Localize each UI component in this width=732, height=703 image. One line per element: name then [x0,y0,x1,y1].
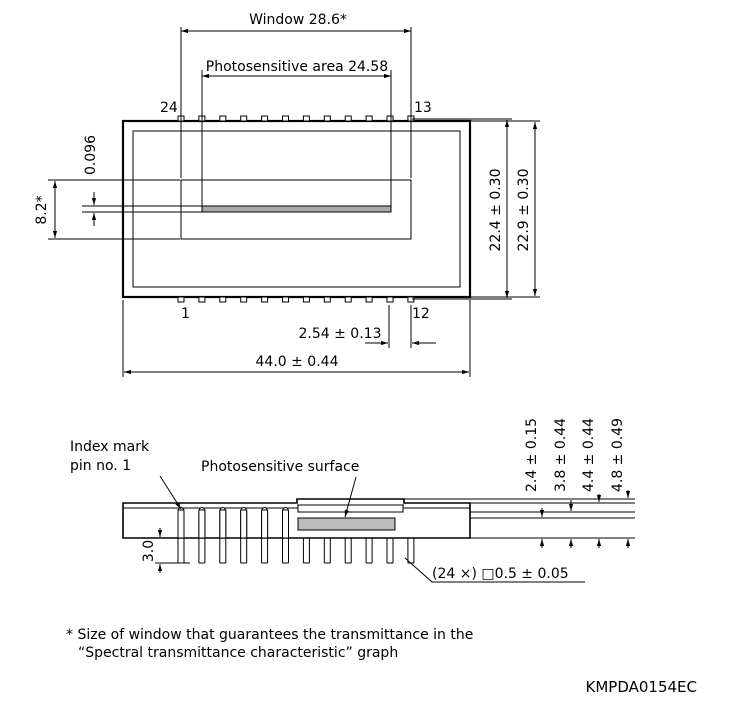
bottom-pin [262,297,268,302]
side-pin-inner [220,510,226,538]
dim-44-0-label: 44.0 ± 0.44 [255,354,339,370]
side-view [70,418,635,582]
top-pin [283,116,289,121]
bottom-pin [283,297,289,302]
pin-24-label: 24 [160,100,178,116]
dim-22-4-label: 22.4 ± 0.30 [488,168,504,252]
top-view [34,12,540,377]
top-pin [345,116,351,121]
sensor-chip [298,518,395,530]
index-mark-pin-label: pin no. 1 [70,458,132,474]
side-pin [366,538,372,563]
index-mark-label: Index mark [70,439,150,455]
photosensitive-surface-label: Photosensitive surface [201,459,360,475]
bottom-pin [303,297,309,302]
top-pin [366,116,372,121]
side-body [123,499,470,538]
pin-1-label: 1 [181,306,190,322]
side-pin-inner [199,510,205,538]
dim-22-9-label: 22.9 ± 0.30 [516,168,532,252]
pin-size-label: (24 ×) □0.5 ± 0.05 [432,566,569,582]
bottom-pin [178,297,184,302]
dim-4-8-label: 4.8 ± 0.49 [610,417,626,493]
window-glass [298,505,403,512]
bottom-pin [387,297,393,302]
footnote-line-2: “Spectral transmittance characteristic” graph [78,645,399,661]
dim-3-0-label: 3.0 [141,539,157,563]
dim-0-096-label: 0.096 [83,134,99,176]
side-pin [303,538,309,563]
side-pin-inner [262,510,268,538]
dim-8-2-label: 8.2* [34,195,50,225]
bottom-pin [345,297,351,302]
side-pin [387,538,393,563]
photosensitive-area-label: Photosensitive area 24.58 [205,59,389,75]
top-pin [241,116,247,121]
pin-12-label: 12 [412,306,430,322]
top-pin [262,116,268,121]
dim-2-54-label: 2.54 ± 0.13 [298,326,382,342]
window-label: Window 28.6* [249,12,347,28]
dim-3-8-label: 3.8 ± 0.44 [553,417,569,493]
photosensitive-strip [202,206,391,212]
top-pin [324,116,330,121]
bottom-pin [199,297,205,302]
dim-4-4-label: 4.4 ± 0.44 [581,417,597,493]
document-code: KMPDA0154EC [585,678,697,696]
top-pin [220,116,226,121]
top-pin [303,116,309,121]
footnote-line-1: * Size of window that guarantees the transmittance in the [66,627,474,643]
top-pin [387,116,393,121]
bottom-pin [324,297,330,302]
side-pin [408,538,414,563]
side-pin-inner [283,510,289,538]
pin-13-label: 13 [414,100,432,116]
side-pin [324,538,330,563]
bottom-pin [241,297,247,302]
side-pin-inner [241,510,247,538]
bottom-pin [366,297,372,302]
bottom-pin [220,297,226,302]
side-pin [345,538,351,563]
side-pin-inner [178,510,184,538]
dim-2-4-label: 2.4 ± 0.15 [524,417,540,493]
